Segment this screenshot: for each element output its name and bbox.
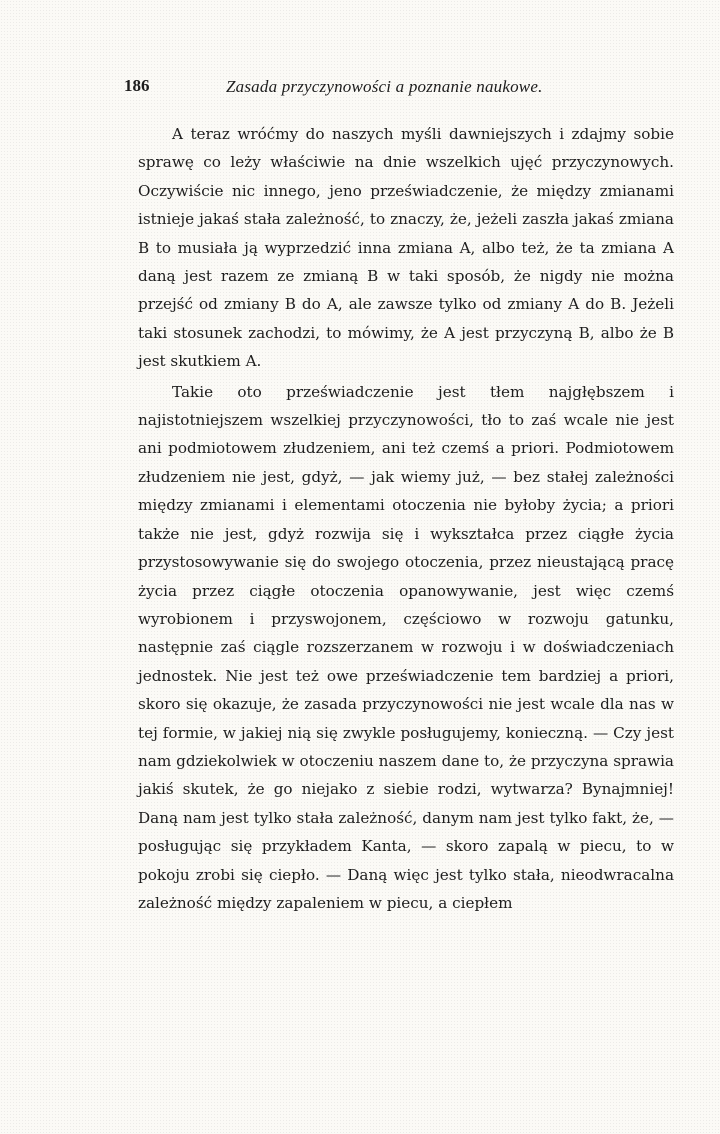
paragraph-2: Takie oto przeświadczenie jest tłem najgłębszem i najistotniejszem wszelkiej przyczynowości, tło to zaś wcale nie jest ani podmiotowem złudzeniem, ani też czemś a priori. Podmiotowem złudzeniem nie jest, gdyż, — jak wiemy już, — bez stałej zależności między zmianami i elementami otoczenia nie byłoby życia; a priori także nie jest, gdyż rozwija się i wykształca przez ciągłe życia przystosowywanie się do swojego otoczenia, przez nieustającą pracę życia przez ciągłe otoczenia opanowywanie, jest więc czemś wyrobionem i przyswojonem, częściowo w rozwoju gatunku, następnie zaś ciągle rozszerzanem w rozwoju i w doświadczeniach jednostek. Nie jest też owe przeświadczenie tem bardziej a priori, skoro się okazuje, że zasada przyczynowości nie jest wcale dla nas w tej formie, w jakiej nią się zwykle posługujemy, konieczną. — Czy jest nam gdziekolwiek w otoczeniu naszem dane to, że przyczyna sprawia jakiś skutek, że go niejako z siebie rodzi, wytwarza? Bynajmniej! Daną nam jest tylko stała zależność, danym nam jest tylko fakt, że, — posługując się przykładem Kanta, — skoro zapalą w piecu, to w pokoju zrobi się ciepło. — Daną więc jest tylko stała, nieodwracalna zależność między zapaleniem w piecu, a ciepłem — [138, 382, 674, 912]
running-title: Zasada przyczynowości a poznanie naukowe. — [226, 77, 543, 96]
page-header — [124, 74, 684, 100]
paragraph-1: A teraz wróćmy do naszych myśli dawniejszych i zdajmy sobie sprawę co leży właściwie na dnie wszelkich ujęć przyczynowych. Oczywiście nic innego, jeno przeświadczenie, że między zmianami istnieje jakaś stała zależność, to znaczy, że, jeżeli zaszła jakaś zmiana B to musiała ją wyprzedzić inna zmiana A, albo też, że ta zmiana A daną jest razem ze zmianą B w taki sposób, że nigdy nie można przejść od zmiany B do A, ale zawsze tylko od zmiany A do B. Jeżeli taki stosunek zachodzi, to mówimy, że A jest przyczyną B, albo że B jest skutkiem A. — [138, 125, 674, 371]
body-text — [138, 120, 674, 917]
page-number: 186 — [124, 76, 150, 95]
